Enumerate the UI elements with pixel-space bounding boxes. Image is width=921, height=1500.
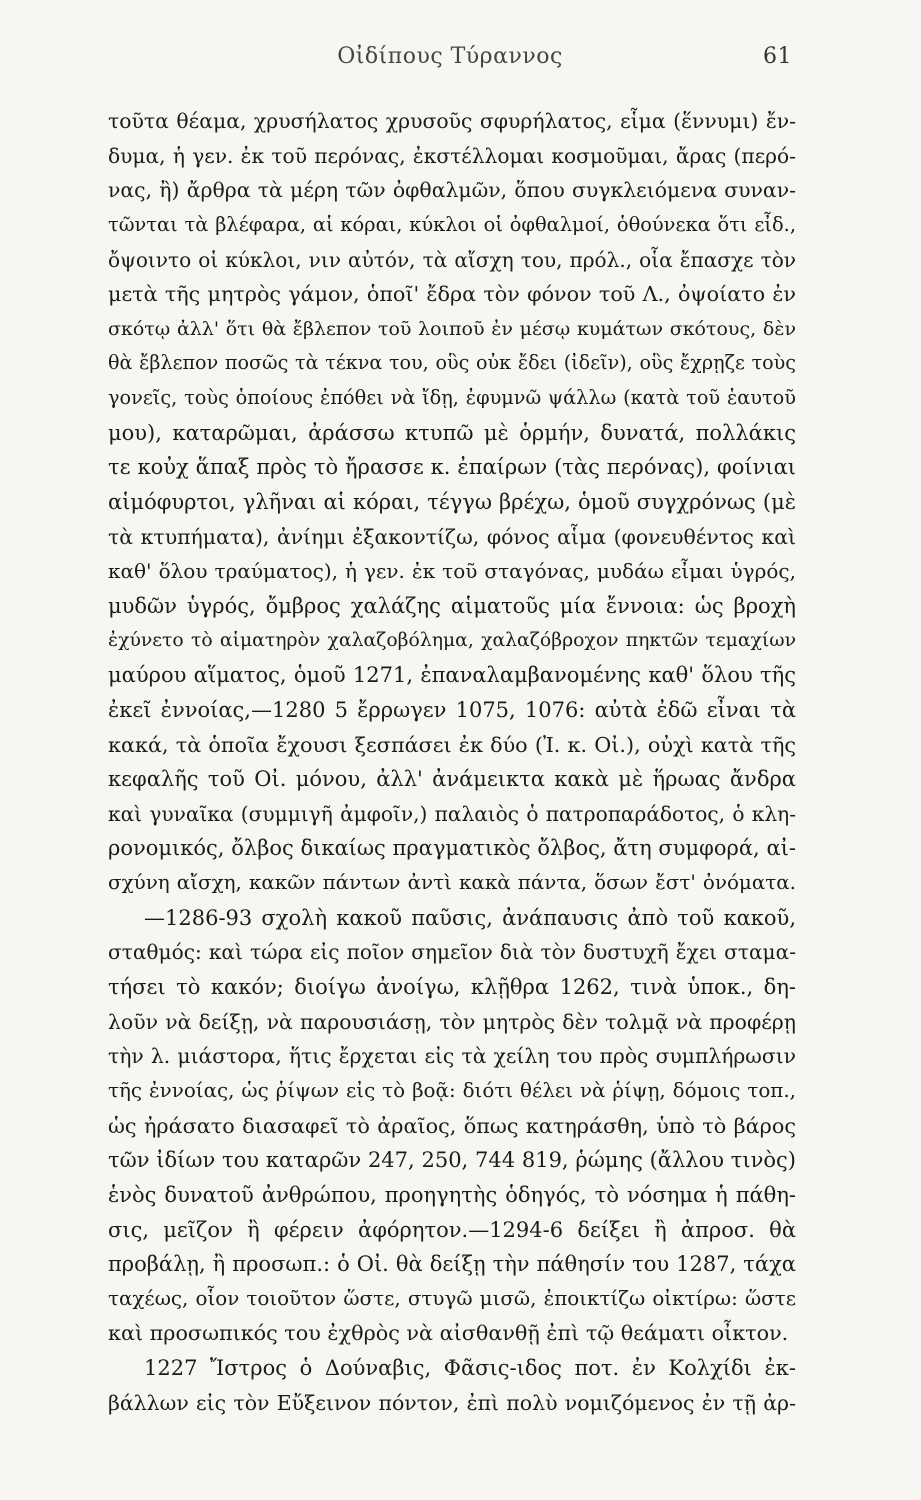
- text-line: σταθμός: καὶ τώρα εἰς ποῖον σημεῖον διὰ τὸν δυστυχῆ ἔχει σταμα-: [108, 940, 796, 965]
- text-line: τὰ κτυπήματα), ἀνίημι ἐξακοντίζω, φόνος αἷμα (φονευθέντος καὶ: [108, 524, 796, 549]
- text-line: τὴν λ. μιάστορα, ἥτις ἔρχεται εἰς τὰ χείλη του πρὸς συμπλήρωσιν: [108, 1044, 796, 1069]
- text-line: μαύρου αἵματος, ὁμοῦ 1271, ἐπαναλαμβανομένης καθ' ὅλου τῆς: [108, 663, 796, 688]
- text-line: μου), καταρῶμαι, ἀράσσω κτυπῶ μὲ ὁρμήν, δυνατά, πολλάκις: [108, 420, 796, 445]
- text-line: τοῦτα θέαμα, χρυσήλατος χρυσοῦς σφυρήλατος, εἷμα (ἕννυμι) ἔν-: [108, 109, 796, 133]
- text-line: ἐκεῖ ἐννοίας,—1280 5 ἔρρωγεν 1075, 1076: αὐτὰ ἐδῶ εἶναι τὰ: [108, 697, 796, 722]
- text-line: ὄψοιντο οἱ κύκλοι, νιν αὐτόν, τὰ αἴσχη του, πρόλ., οἷα ἔπασχε τὸν: [108, 247, 796, 272]
- commentary-text: [108, 104, 796, 1420]
- text-line: τῆς ἐννοίας, ὡς ῥίψων εἰς τὸ βοᾷ: διότι θέλει νὰ ῥίψῃ, δόμοις τοπ.,: [108, 1078, 796, 1102]
- text-line: σις, μεῖζον ἢ φέρειν ἀφόρητον.—1294-6 δείξει ἢ ἀπροσ. θὰ: [108, 1217, 796, 1242]
- running-header: [108, 40, 792, 76]
- text-line: ὡς ἠράσατο διασαφεῖ τὸ ἀραῖος, ὅπως κατηράσθη, ὑπὸ τὸ βάρος: [108, 1113, 796, 1138]
- text-line: κεφαλῆς τοῦ Οἰ. μόνου, ἀλλ' ἀνάμεικτα κακὰ μὲ ἥρωας ἄνδρα: [108, 767, 796, 792]
- text-line: σχύνη αἴσχη, κακῶν πάντων ἀντὶ κακὰ πάντα, ὅσων ἔστ' ὀνόματα.: [108, 871, 796, 895]
- text-line: 1227 Ἴστρος ὁ Δούναβις, Φᾶσις-ιδος ποτ. ἐν Κολχίδι ἐκ-: [144, 1356, 796, 1381]
- text-line: λοῦν νὰ δείξῃ, νὰ παρουσιάσῃ, τὸν μητρὸς δὲν τολμᾷ νὰ προφέρῃ: [108, 1009, 796, 1034]
- text-line: θὰ ἔβλεπον ποσῶς τὰ τέκνα του, οὓς οὐκ ἔδει (ἰδεῖν), οὓς ἔχρῃζε τοὺς: [108, 351, 796, 375]
- text-line: μυδῶν ὑγρός, ὄμβρος χαλάζης αἱματοῦς μία ἔννοια: ὡς βροχὴ: [108, 593, 796, 618]
- text-line: κακά, τὰ ὁποῖα ἔχουσι ξεσπάσει ἐκ δύο (Ἰ. κ. Οἰ.), οὐχὶ κατὰ τῆς: [108, 732, 796, 757]
- text-line: ἑνὸς δυνατοῦ ἀνθρώπου, προηγητὴς ὁδηγός, τὸ νόσημα ἡ πάθη-: [108, 1182, 796, 1207]
- text-line: προβάλῃ, ἢ προσωπ.: ὁ Οἰ. θὰ δείξῃ τὴν πάθησίν του 1287, τάχα: [108, 1252, 796, 1277]
- text-line: σκότῳ ἀλλ' ὅτι θὰ ἔβλεπον τοῦ λοιποῦ ἐν μέσῳ κυμάτων σκότους, δὲν: [108, 317, 796, 340]
- text-line: νας, ἢ) ἄρθρα τὰ μέρη τῶν ὀφθαλμῶν, ὅπου συγκλειόμενα συναν-: [108, 178, 796, 203]
- text-line: αἱμόφυρτοι, γλῆναι αἱ κόραι, τέγγω βρέχω, ὁμοῦ συγχρόνως (μὲ: [108, 490, 796, 515]
- text-line: γονεῖς, τοὺς ὁποίους ἐπόθει νὰ ἴδῃ, ἐφυμνῶ ψάλλω (κατὰ τοῦ ἑαυτοῦ: [108, 386, 796, 410]
- text-line: ρονομικός, ὄλβος δικαίως πραγματικὸς ὄλβος, ἄτη συμφορά, αἰ-: [108, 836, 796, 861]
- text-line: καὶ προσωπικός του ἐχθρὸς νὰ αἰσθανθῇ ἐπὶ τῷ θεάματι οἶκτον.: [108, 1321, 789, 1346]
- text-line: ἐχύνετο τὸ αἱματηρὸν χαλαζοβόλημα, χαλαζόβροχον πηκτῶν τεμαχίων: [108, 629, 796, 651]
- text-line: τήσει τὸ κακόν; διοίγω ἀνοίγω, κλῇθρα 1262, τινὰ ὑποκ., δη-: [108, 975, 796, 1000]
- text-line: μετὰ τῆς μητρὸς γάμον, ὁποῖ' ἔδρα τὸν φόνον τοῦ Λ., ὀψοίατο ἐν: [108, 282, 796, 307]
- text-line: τῶνται τὰ βλέφαρα, αἱ κόραι, κύκλοι οἱ ὀφθαλμοί, ὁθούνεκα ὅτι εἶδ.,: [108, 212, 796, 236]
- text-line: καὶ γυναῖκα (συμμιγῆ ἀμφοῖν,) παλαιὸς ὁ πατροπαράδοτος, ὁ κλη-: [108, 801, 796, 826]
- text-line: τῶν ἰδίων του καταρῶν 247, 250, 744 819, ῥώμης (ἄλλου τινὸς): [108, 1148, 796, 1173]
- page-number: 61: [763, 44, 792, 69]
- text-line: ταχέως, οἷον τοιοῦτον ὥστε, στυγῶ μισῶ, ἐποικτίζω οἰκτίρω: ὥστε: [108, 1286, 796, 1310]
- text-line: βάλλων εἰς τὸν Εὔξεινον πόντον, ἐπὶ πολὺ νομιζόμενος ἐν τῇ ἀρ-: [108, 1390, 796, 1415]
- running-title: Οἰδίπους Τύραννος: [337, 44, 563, 69]
- text-line: τε κοὐχ ἅπαξ πρὸς τὸ ἤρασσε κ. ἐπαίρων (τὰς περόνας), φοίνιαι: [108, 455, 796, 480]
- text-line: δυμα, ἡ γεν. ἐκ τοῦ περόνας, ἐκστέλλομαι κοσμοῦμαι, ἄρας (περό-: [108, 143, 796, 168]
- text-line: καθ' ὅλου τραύματος), ἡ γεν. ἐκ τοῦ σταγόνας, μυδάω εἶμαι ὑγρός,: [108, 559, 796, 584]
- text-line: —1286-93 σχολὴ κακοῦ παῦσις, ἀνάπαυσις ἀπὸ τοῦ κακοῦ,: [144, 905, 796, 930]
